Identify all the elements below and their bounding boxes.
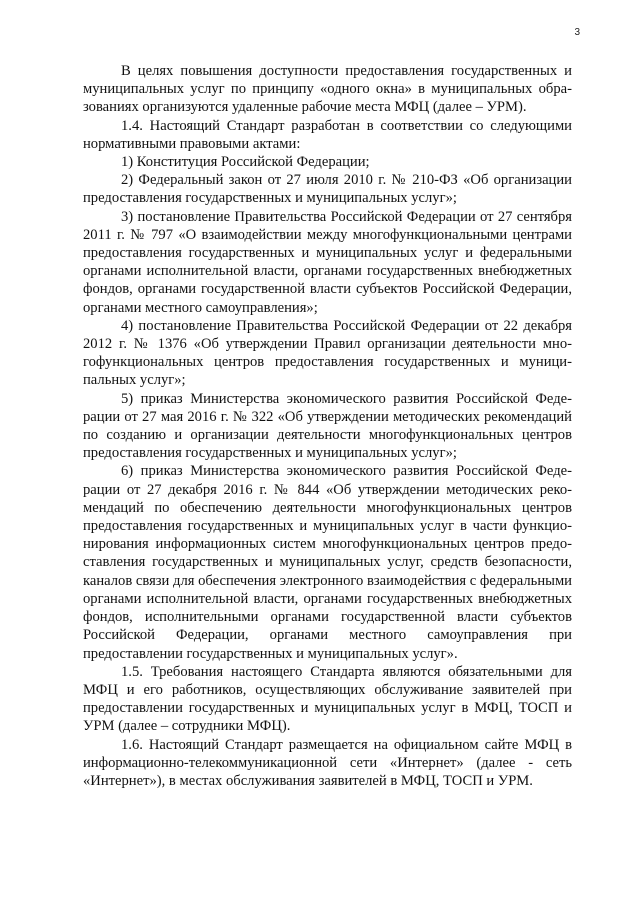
list-item-4: 4) постановление Правительства Российской Федерации от 22 декабря 2012 г. № 1376 «Об утверждении Правил организации деятельности многофункциональных центров предоставления государственных и муниципальных услуг»; — [83, 317, 572, 389]
document-body — [83, 62, 572, 790]
list-item-3: 3) постановление Правительства Российской Федерации от 27 сентября 2011 г. № 797 «О взаимодействии между многофункциональными центрами предоставления государственных и муниципальных услуг и федеральными органами исполнительной власти, органами государственных внебюджетных фондов, органами государственной власти субъектов Российской Федерации, органами местного самоуправления»; — [83, 208, 572, 316]
list-item-6: 6) приказ Министерства экономического развития Российской Федерации от 27 декабря 2016 г. № 844 «Об утверждении методических рекомендаций по обеспечению деятельности многофункциональных центров предоставления государственных и муниципальных услуг в части функционирования информационных систем многофункциональных центров предоставления государственных и муниципальных услуг, средств безопасности, каналов связи для обеспечения электронного взаимодействия с федеральными органами исполнительной власти, органами государственных внебюджетных фондов, исполнительными органами государственной власти субъектов Российской Федерации, органами местного самоуправления при предоставлении государственных и муниципальных услуг». — [83, 463, 572, 662]
list-item-2: 2) Федеральный закон от 27 июля 2010 г. № 210-ФЗ «Об организации предоставления государственных и муниципальных услуг»; — [83, 172, 572, 207]
page-number: 3 — [574, 27, 580, 38]
paragraph-intro: В целях повышения доступности предоставления государственных и муниципальных услуг по принципу «одного окна» в муниципальных образованиях организуются удаленные рабочие места МФЦ (далее – УРМ). — [83, 63, 572, 116]
list-item-5: 5) приказ Министерства экономического развития Российской Федерации от 27 мая 2016 г. № 322 «Об утверждении методических рекомендаций по созданию и организации деятельности многофункциональных центров предоставления государственных и муниципальных услуг»; — [83, 390, 572, 462]
list-item-1: 1) Конституция Российской Федерации; — [121, 154, 370, 171]
paragraph-1-5: 1.5. Требования настоящего Стандарта являются обязательными для МФЦ и его работников, осуществляющих обслуживание заявителей при предоставлении государственных и муниципальных услуг в МФЦ, ТОСП и УРМ (далее – сотрудники МФЦ). — [83, 663, 572, 735]
paragraph-1-6: 1.6. Настоящий Стандарт размещается на официальном сайте МФЦ в информационно-телекоммуникационной сети «Интернет» (далее - сеть «Интернет»), в местах обслуживания заявителей в МФЦ, ТОСП и УРМ. — [83, 736, 572, 789]
paragraph-1-4: 1.4. Настоящий Стандарт разработан в соответствии со следующими нормативными правовыми актами: — [83, 117, 572, 152]
